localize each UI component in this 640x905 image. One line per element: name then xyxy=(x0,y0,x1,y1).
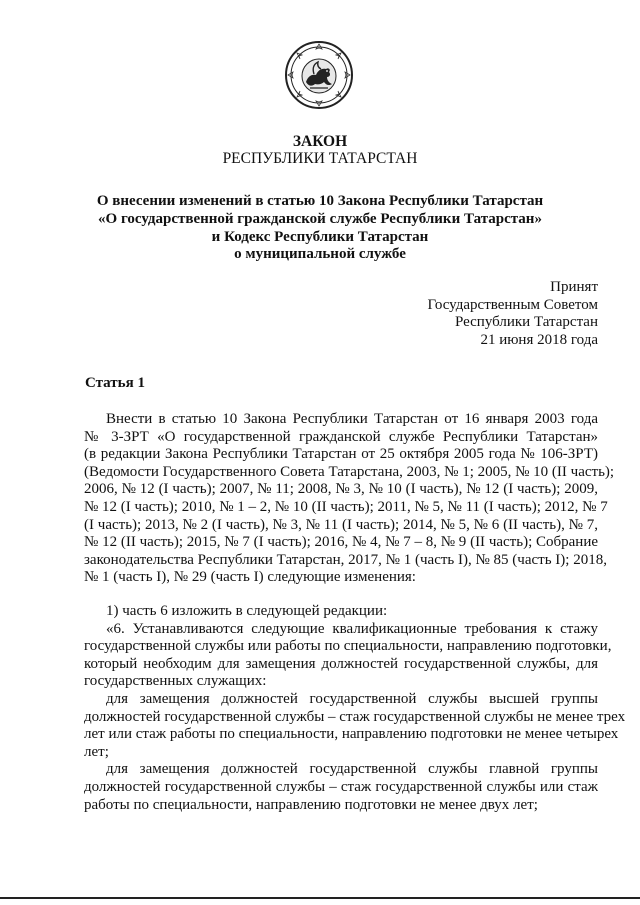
text-line: государственных служащих: xyxy=(84,673,267,690)
subject-line: О внесении изменений в статью 10 Закона Республики Татарстан xyxy=(96,193,544,209)
text-line: государственной службы или работы по специальности, направлению подготовки, xyxy=(84,638,612,655)
text-line: № 12 (I часть); 2010, № 1 – 2, № 10 (II часть); 2011, № 5, № 11 (I часть); 2012, № 7 xyxy=(84,498,608,515)
law-title: ЗАКОН xyxy=(292,133,348,150)
adoption-line: Принят xyxy=(550,279,598,295)
page-bottom-edge xyxy=(0,897,640,899)
text-line: который необходим для замещения должностей государственной службы, для xyxy=(84,655,598,672)
text-line: «6. Устанавливаются следующие квалификационные требования к стажу xyxy=(106,620,598,637)
text-line: (I часть); 2013, № 2 (I часть), № 3, № 11 (I часть); 2014, № 5, № 6 (II часть), № 7, xyxy=(84,516,598,533)
text-line: для замещения должностей государственной службы главной группы xyxy=(106,761,598,778)
text-line: лет; xyxy=(84,743,109,760)
text-line: (в редакции Закона Республики Татарстан от 25 октября 2005 года № 106-ЗРТ) xyxy=(84,446,598,463)
subject-line: и Кодекс Республики Татарстан xyxy=(211,228,429,245)
text-line: должностей государственной службы – стаж государственной службы не менее трех xyxy=(84,708,626,725)
text-line: (Ведомости Государственного Совета Татарстана, 2003, № 1; 2005, № 10 (II часть); xyxy=(84,463,615,480)
coat-of-arms-emblem xyxy=(284,40,354,110)
text-line: лет или стаж работы по специальности, направлению подготовки не менее четырех xyxy=(84,726,619,743)
text-line: № 12 (II часть); 2015, № 7 (I часть); 2016, № 4, № 7 – 8, № 9 (II часть); Собрание xyxy=(84,534,598,551)
text-line: законодательства Республики Татарстан, 2017, № 1 (часть I), № 85 (часть I); 2018, xyxy=(84,551,607,568)
text-line: 2006, № 12 (I часть); 2007, № 11; 2008, № 3, № 10 (I часть), № 12 (I часть); 2009, xyxy=(84,481,598,498)
item-1-label: 1) часть 6 изложить в следующей редакции: xyxy=(106,603,388,619)
article-intro-paragraph xyxy=(84,411,615,587)
subject-line: о муниципальной службе xyxy=(234,246,406,263)
law-subject-heading xyxy=(0,193,640,264)
adoption-block xyxy=(428,279,599,349)
item-1-paragraph xyxy=(84,603,626,814)
text-line: Внести в статью 10 Закона Республики Татарстан от 16 января 2003 года xyxy=(106,411,598,427)
adoption-line: Республики Татарстан xyxy=(454,314,598,331)
adoption-date: 21 июня 2018 года xyxy=(480,331,598,348)
adoption-line: Государственным Советом xyxy=(427,296,598,313)
text-line: № 1 (часть I), № 29 (часть I) следующие изменения: xyxy=(84,569,416,586)
text-line: должностей государственной службы – стаж государственной службы или стаж xyxy=(84,778,598,795)
subject-line: «О государственной гражданской службе Республики Татарстан» xyxy=(98,210,542,227)
law-subtitle: РЕСПУБЛИКИ ТАТАРСТАН xyxy=(222,150,418,167)
text-line: работы по специальности, направлению подготовки не менее двух лет; xyxy=(84,796,538,813)
text-line: № 3-ЗРТ «О государственной гражданской службе Республики Татарстан» xyxy=(84,428,598,445)
article-title: Статья 1 xyxy=(85,375,145,391)
text-line: для замещения должностей государственной службы высшей группы xyxy=(106,690,598,707)
